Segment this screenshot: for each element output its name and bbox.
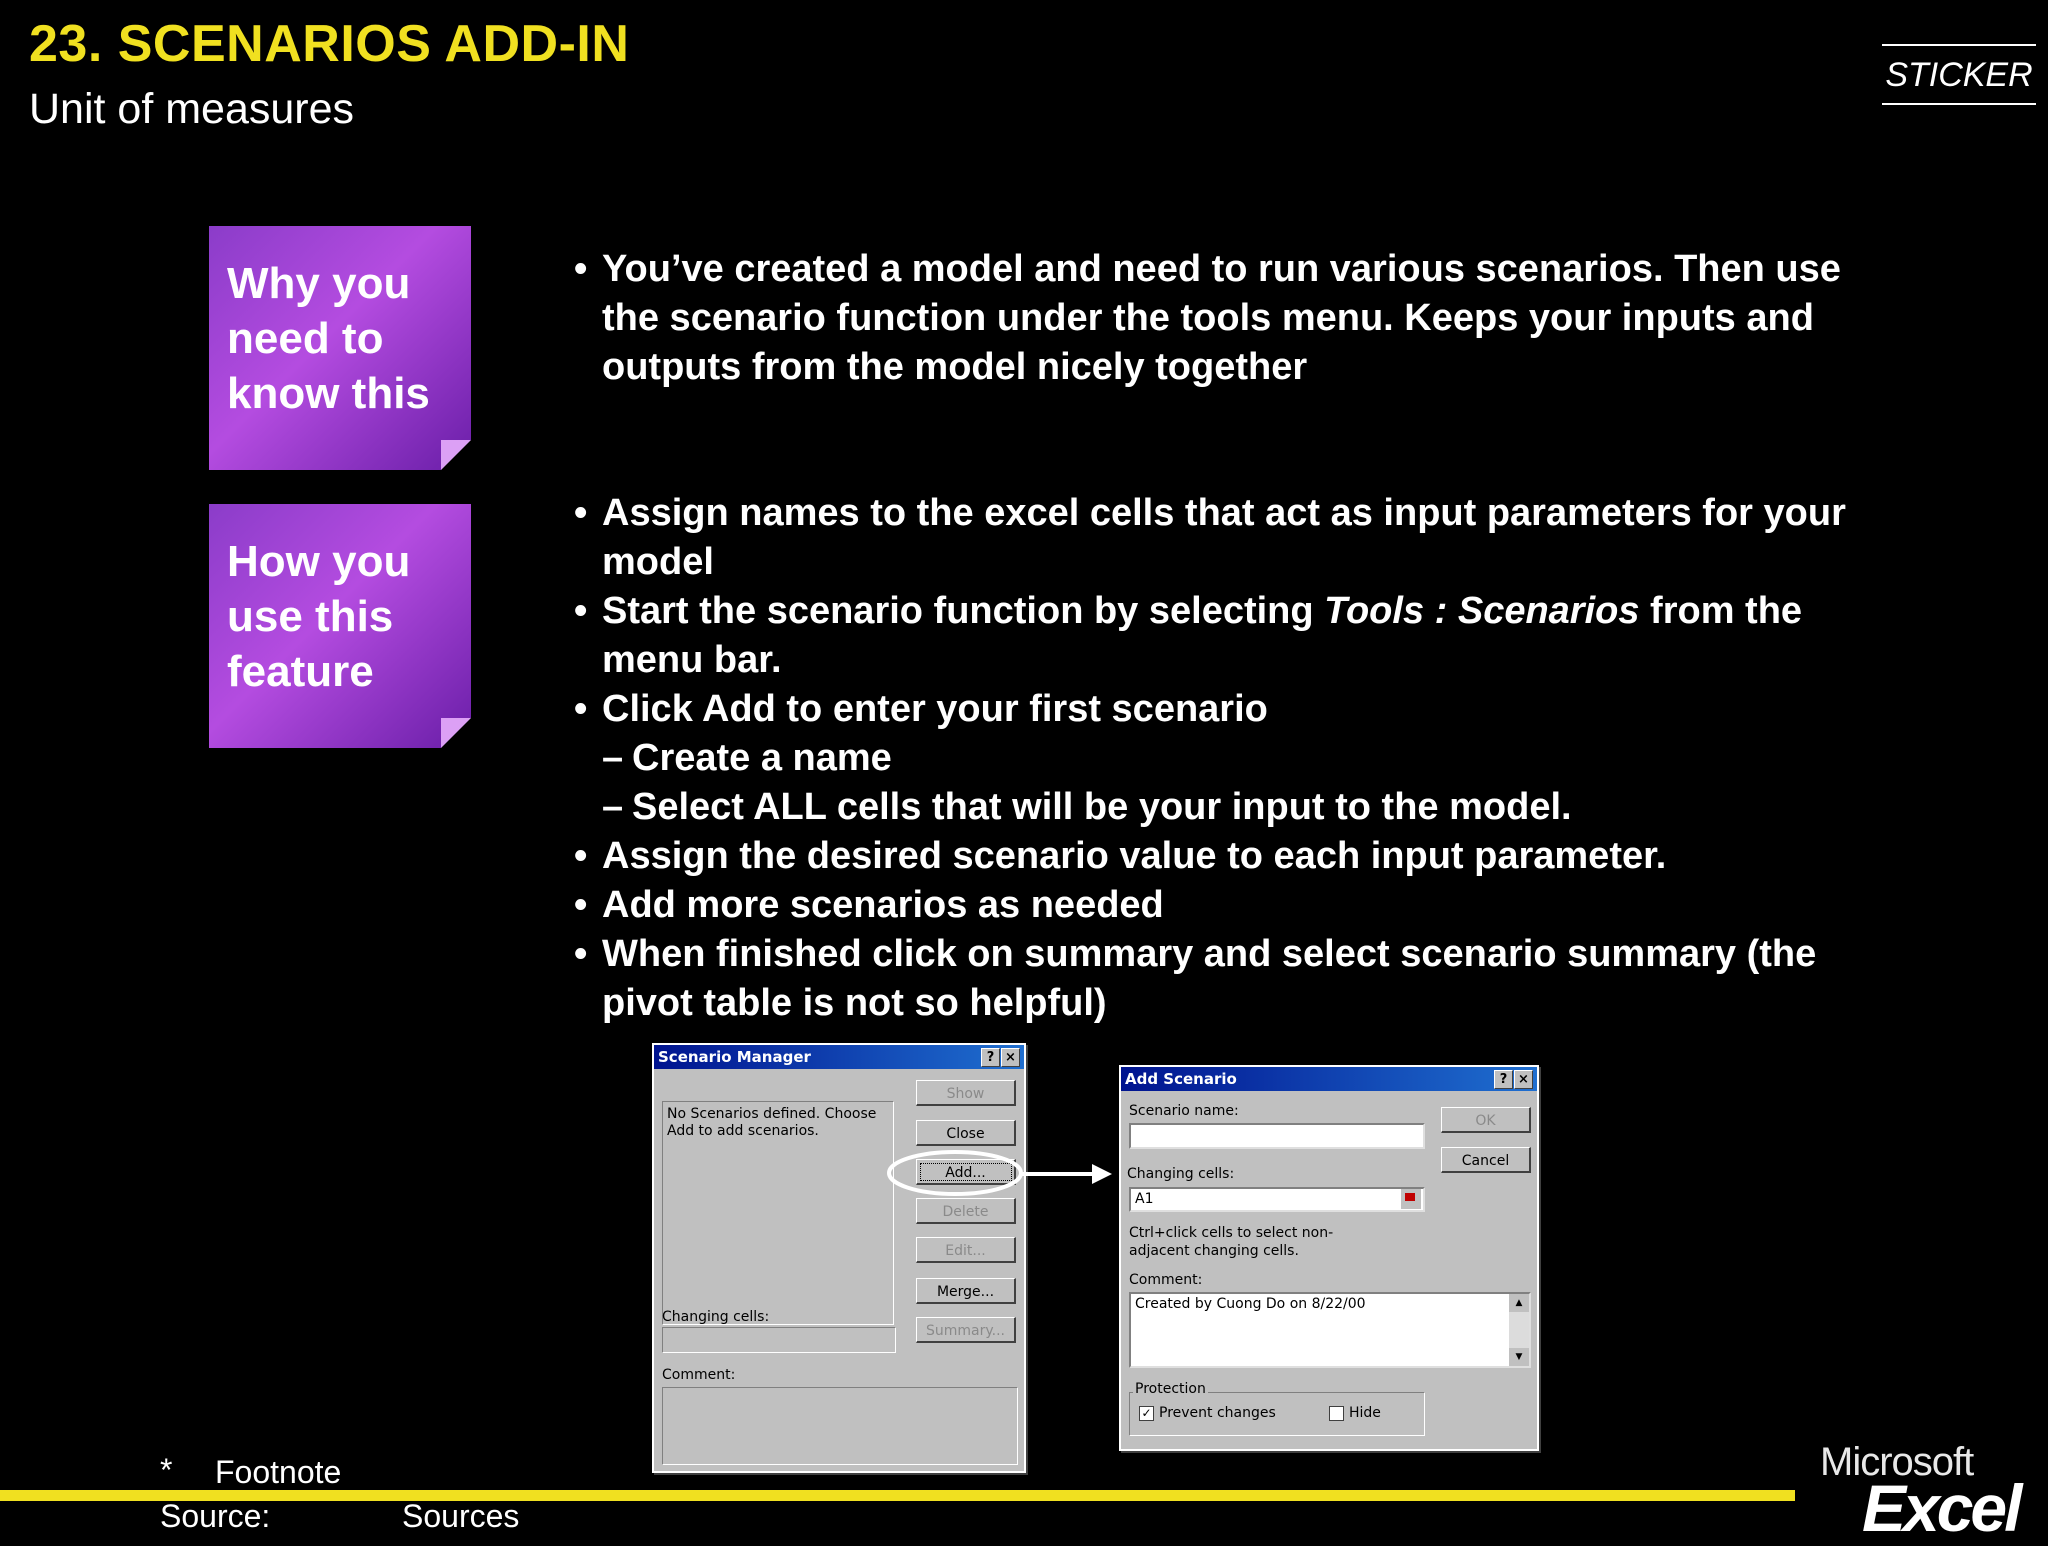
add-scenario-dialog — [1119, 1065, 1539, 1451]
close-icon[interactable]: × — [1001, 1048, 1020, 1067]
microsoft-logo-text: Microsoft — [1820, 1440, 1974, 1484]
source-value: Sources — [402, 1498, 520, 1534]
excel-logo-text: Excel — [1862, 1471, 2020, 1545]
comment-scrollbar[interactable]: ▲ ▼ — [1509, 1294, 1529, 1366]
prevent-changes-checkbox[interactable]: ✓ — [1139, 1406, 1154, 1421]
comment-input[interactable]: Created by Cuong Do on 8/22/00 — [1129, 1292, 1531, 1368]
close-icon[interactable]: × — [1514, 1070, 1533, 1089]
changing-cells-label: Changing cells: — [662, 1309, 770, 1325]
page-subtitle: Unit of measures — [29, 85, 355, 133]
scenario-manager-titlebar — [654, 1045, 1024, 1069]
add-highlight-arrow — [880, 1148, 1120, 1198]
add-scenario-titlebar — [1121, 1067, 1537, 1091]
edit-button[interactable]: Edit... — [916, 1237, 1016, 1263]
bullet-text: from the menu bar. — [602, 590, 1803, 681]
bullet-item: • You’ve created a model and need to run various scenarios. Then use the scenario function under the tools menu. Keeps your inputs and outputs from the model nicely together — [572, 245, 1872, 392]
bullet-item: • Assign names to the excel cells that act as input parameters for your model — [572, 489, 1872, 587]
menu-path-text: Tools : Scenarios — [1324, 590, 1640, 632]
why-note: Why you need to know this — [209, 226, 471, 470]
help-icon[interactable]: ? — [1494, 1070, 1513, 1089]
scenario-manager-dialog — [652, 1043, 1026, 1473]
why-bullet-list — [572, 245, 1872, 392]
comment-field — [662, 1387, 1018, 1465]
source-label: Source: — [160, 1498, 271, 1534]
dialog-title: Scenario Manager — [658, 1048, 811, 1066]
show-button[interactable]: Show — [916, 1080, 1016, 1106]
bullet-item: • Click Add to enter your first scenario — [572, 685, 1872, 734]
bullet-item: • When finished click on summary and select scenario summary (the pivot table is not so helpful) — [572, 930, 1872, 1028]
merge-button[interactable]: Merge... — [916, 1278, 1016, 1304]
cancel-button[interactable]: Cancel — [1441, 1147, 1531, 1173]
comment-label: Comment: — [662, 1367, 736, 1383]
scenario-name-input[interactable] — [1129, 1123, 1425, 1149]
bullet-item: • Add more scenarios as needed — [572, 881, 1872, 930]
comment-label: Comment: — [1129, 1272, 1203, 1288]
how-bullet-list — [572, 489, 1872, 1028]
changing-cells-label: Changing cells: — [1127, 1166, 1235, 1182]
hint-text: Ctrl+click cells to select non-adjacent changing cells. — [1129, 1225, 1334, 1259]
close-button[interactable]: Close — [916, 1120, 1016, 1146]
sub-bullet-item: – Select ALL cells that will be your input to the model. — [572, 783, 1872, 832]
add-button[interactable]: Add... — [916, 1159, 1016, 1185]
prevent-changes-label: Prevent changes — [1159, 1405, 1276, 1421]
footnote-text: Footnote — [215, 1454, 342, 1490]
summary-button[interactable]: Summary... — [916, 1317, 1016, 1343]
scenarios-list[interactable] — [662, 1101, 894, 1325]
page-title: 23. SCENARIOS ADD-IN — [29, 15, 630, 73]
dialog-title: Add Scenario — [1125, 1070, 1237, 1088]
bullet-item — [572, 587, 1872, 685]
bullet-item: • Assign the desired scenario value to each input parameter. — [572, 832, 1872, 881]
delete-button[interactable]: Delete — [916, 1198, 1016, 1224]
changing-cells-field — [662, 1327, 896, 1353]
help-icon[interactable]: ? — [981, 1048, 1000, 1067]
hide-label: Hide — [1349, 1405, 1381, 1421]
ok-button[interactable]: OK — [1441, 1107, 1531, 1133]
how-note: How you use this feature — [209, 504, 471, 748]
scenario-name-label: Scenario name: — [1129, 1103, 1239, 1119]
footnote-marker: * — [160, 1452, 173, 1488]
hide-checkbox[interactable] — [1329, 1406, 1344, 1421]
protection-label: Protection — [1135, 1381, 1206, 1397]
range-selector-icon[interactable] — [1401, 1189, 1421, 1209]
empty-message: No Scenarios defined. Choose Add to add scenarios. — [667, 1106, 877, 1139]
sticker-label: STICKER — [1882, 44, 2036, 105]
changing-cells-input[interactable]: A1 — [1129, 1187, 1425, 1212]
sub-bullet-item: – Create a name — [572, 734, 1872, 783]
bullet-text: Start the scenario function by selecting — [602, 590, 1325, 632]
